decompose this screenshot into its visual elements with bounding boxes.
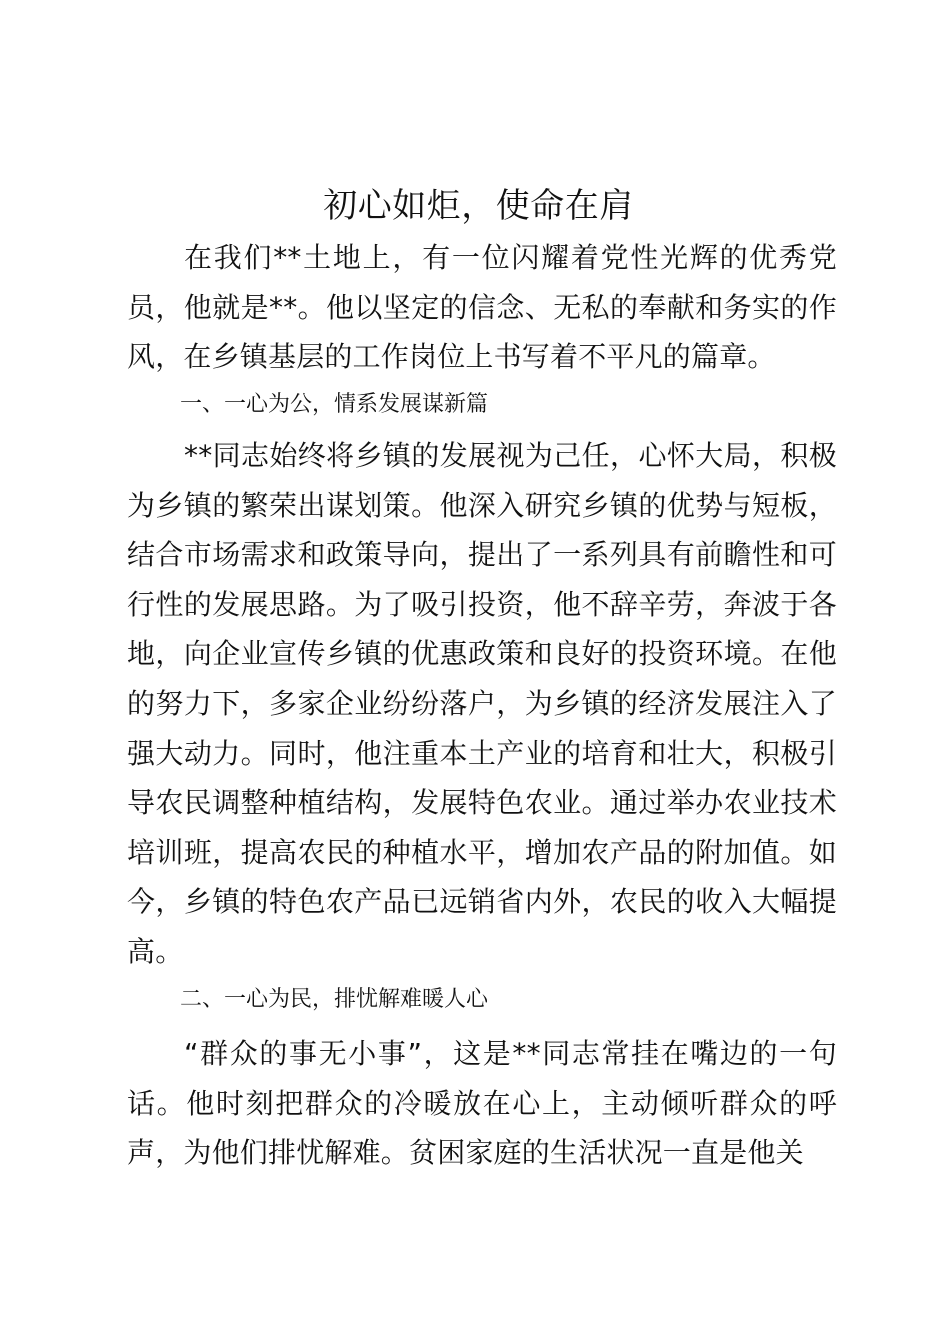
intro-paragraph: 在我们**土地上，有一位闪耀着党性光辉的优秀党员，他就是**。他以坚定的信念、无私的奉献和务实的作风，在乡镇基层的工作岗位上书写着不平凡的篇章。 — [127, 241, 837, 374]
document-title: 初心如炬，使命在肩 — [323, 186, 634, 226]
section-heading-1: 一、一心为公，情系发展谋新篇 — [180, 392, 489, 417]
section-1-paragraph: **同志始终将乡镇的发展视为己任，心怀大局，积极为乡镇的繁荣出谋划策。他深入研究乡镇的优势与短板，结合市场需求和政策导向，提出了一系列具有前瞻性和可行性的发展思路。为了吸引投资，他不辞辛劳，奔波于各地，向企业宣传乡镇的优惠政策和良好的投资环境。在他的努力下，多家企业纷纷落户，为乡镇的经济发展注入了强大动力。同时，他注重本土产业的培育和壮大，积极引导农民调整种植结构，发展特色农业。通过举办农业技术培训班，提高农民的种植水平，增加农产品的附加值。如今，乡镇的特色农产品已远销省内外，农民的收入大幅提高。 — [127, 439, 837, 968]
section-2-paragraph: “群众的事无小事”，这是**同志常挂在嘴边的一句话。他时刻把群众的冷暖放在心上，主动倾听群众的呼声，为他们排忧解难。贫困家庭的生活状况一直是他关 — [127, 1037, 837, 1170]
section-heading-2: 二、一心为民，排忧解难暖人心 — [180, 987, 489, 1012]
